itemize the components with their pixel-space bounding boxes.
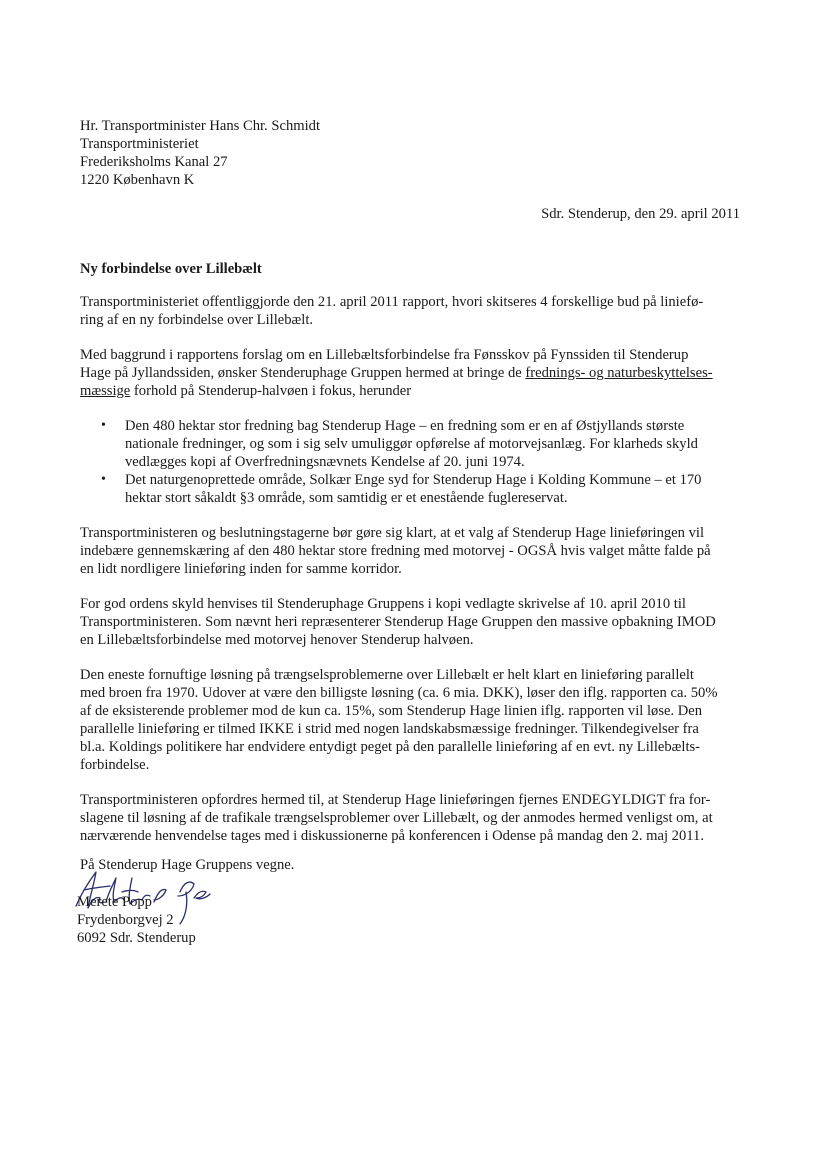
text-line: Det naturgenoprettede område, Solkær Enge syd for Stenderup Hage i Kolding Kommune – et 170 xyxy=(125,472,702,488)
text-line: en Lillebæltsforbindelse med motorvej henover Stenderup halvøen. xyxy=(80,632,474,648)
text-line: indebære gennemskæring af den 480 hektar store fredning med motorvej - OGSÅ hvis valget måtte falde på xyxy=(80,543,711,559)
sender-city: 6092 Sdr. Stenderup xyxy=(77,930,196,946)
paragraph-2 xyxy=(80,346,750,400)
recipient-street: Frederiksholms Kanal 27 xyxy=(80,154,228,170)
text-line: hektar stort såkaldt §3 område, som samtidig er et enestående fuglereservat. xyxy=(125,490,568,506)
recipient-city: 1220 København K xyxy=(80,172,195,188)
text-line: bl.a. Koldings politikere har endvidere entydigt peget på den parallelle linieføring af en evt. ny Lillebælts- xyxy=(80,739,701,755)
sender-block xyxy=(77,893,196,947)
text-line: forbindelse. xyxy=(80,757,150,773)
text-fragment: forhold på Stenderup-halvøen i fokus, herunder xyxy=(130,383,412,399)
recipient-name: Hr. Transportminister Hans Chr. Schmidt xyxy=(80,118,320,134)
underlined-phrase: frednings- og naturbeskyttelses- xyxy=(525,365,713,381)
recipient-address xyxy=(80,117,320,189)
text-line: slagene til løsning af de trafikale trængselsproblemer over Lillebælt, og der anmodes hermed venligst om, at xyxy=(80,810,713,826)
recipient-organization: Transportministeriet xyxy=(80,136,199,152)
list-item xyxy=(101,471,750,507)
bullet-list xyxy=(80,417,750,507)
closing-text: På Stenderup Hage Gruppens vegne. xyxy=(80,857,295,873)
text-line: en lidt nordligere linieføring inden for samme korridor. xyxy=(80,561,402,577)
text-line: nærværende henvendelse tages med i diskussionerne på konferencen i Odense på mandag den 2. maj 2011. xyxy=(80,828,704,844)
text-line: Transportministeriet offentliggjorde den 21. april 2011 rapport, hvori skitseres 4 forskellige bud på liniefø- xyxy=(80,294,704,310)
text-line: vedlægges kopi af Overfredningsnævnets Kendelse af 20. juni 1974. xyxy=(125,454,525,470)
paragraph-5 xyxy=(80,666,750,774)
text-line: Transportministeren. Som nævnt heri repræsenterer Stenderup Hage Gruppen den massive opbakning IMOD xyxy=(80,614,716,630)
text-line: af de eksisterende problemer mod de kun ca. 15%, som Stenderup Hage linien iflg. rapporten vil løse. Den xyxy=(80,703,703,719)
text-line: Med baggrund i rapportens forslag om en Lillebæltsforbindelse fra Fønsskov på Fynssiden til Stenderup xyxy=(80,347,689,363)
sender-street: Frydenborgvej 2 xyxy=(77,912,174,928)
letter-body xyxy=(80,293,750,862)
paragraph-3 xyxy=(80,524,750,578)
text-line: Den 480 hektar stor fredning bag Stenderup Hage – en fredning som er en af Østjyllands største xyxy=(125,418,685,434)
text-line: parallelle linieføring er tilmed IKKE i strid med nogen landskabsmæssige fredninger. Tilkendegivelser fra xyxy=(80,721,699,737)
text-line: Transportministeren opfordres hermed til, at Stenderup Hage linieføringen fjernes ENDEGYLDIGT fra for- xyxy=(80,792,711,808)
letter-subject: Ny forbindelse over Lillebælt xyxy=(80,261,262,277)
list-item xyxy=(101,417,750,471)
bullet-dot-icon: • xyxy=(101,418,106,433)
paragraph-6 xyxy=(80,791,750,845)
paragraph-1 xyxy=(80,293,750,329)
text-line: nationale fredninger, og som i sig selv umuliggør opførelse af motorvejsanlæg. For klarheds skyld xyxy=(125,436,698,452)
text-line xyxy=(80,364,750,382)
sender-name: Merete Popp xyxy=(77,894,152,910)
text-line: ring af en ny forbindelse over Lillebælt. xyxy=(80,312,314,328)
bullet-dot-icon: • xyxy=(101,472,106,487)
text-line: med broen fra 1970. Udover at være den billigste løsning (ca. 6 mia. DKK), løser den iflg. rapporten ca. 50% xyxy=(80,685,718,701)
paragraph-4 xyxy=(80,595,750,649)
underlined-phrase: mæssige xyxy=(80,383,131,399)
place-and-date: Sdr. Stenderup, den 29. april 2011 xyxy=(541,206,740,222)
text-fragment: Hage på Jyllandssiden, ønsker Stenderuphage Gruppen hermed at bringe de xyxy=(80,365,526,381)
text-line: Den eneste fornuftige løsning på trængselsproblemerne over Lillebælt er helt klart en linieføring parallelt xyxy=(80,667,694,683)
text-line: For god ordens skyld henvises til Stenderuphage Gruppens i kopi vedlagte skrivelse af 10. april 2010 til xyxy=(80,596,686,612)
text-line: Transportministeren og beslutningstagerne bør gøre sig klart, at et valg af Stenderup Hage linieføringen vil xyxy=(80,525,705,541)
text-line xyxy=(80,382,750,400)
